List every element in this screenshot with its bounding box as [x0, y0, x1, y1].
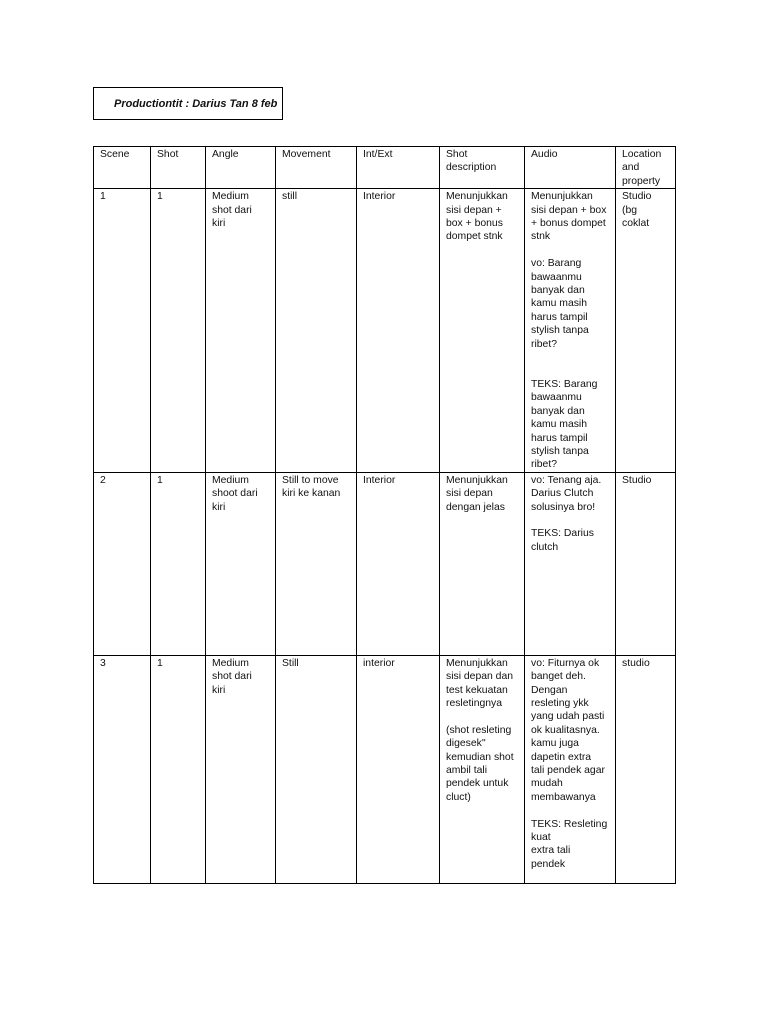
- header-cell-audio: Audio: [525, 147, 616, 189]
- cell-location: studio: [616, 655, 676, 883]
- header-cell-int-ext: Int/Ext: [357, 147, 440, 189]
- table-row: [94, 655, 676, 883]
- production-title: Productiontit : Darius Tan 8 feb: [114, 97, 278, 110]
- storyboard-table: [93, 146, 676, 884]
- cell-shot-description: Menunjukkan sisi depan dan test kekuatan resletingnya (shot resleting digesek'' kemudian shot ambil tali pendek untuk cluct): [440, 655, 525, 883]
- table-row: [94, 472, 676, 655]
- cell-shot: 1: [151, 472, 206, 655]
- cell-audio: Menunjukkan sisi depan + box + bonus dompet stnk vo: Barang bawaanmu banyak dan kamu masih harus tampil stylish tanpa ribet? TEKS: Barang bawaanmu banyak dan kamu masih harus tampil stylish tanpa ribet?: [525, 189, 616, 473]
- cell-shot: 1: [151, 189, 206, 473]
- cell-shot-description: Menunjukkan sisi depan dengan jelas: [440, 472, 525, 655]
- cell-scene: 2: [94, 472, 151, 655]
- table-header-row: [94, 147, 676, 189]
- cell-int-ext: interior: [357, 655, 440, 883]
- cell-int-ext: Interior: [357, 472, 440, 655]
- cell-audio: vo: Tenang aja. Darius Clutch solusinya bro! TEKS: Darius clutch: [525, 472, 616, 655]
- cell-audio: vo: Fiturnya ok banget deh. Dengan resleting ykk yang udah pasti ok kualitasnya. kamu juga dapetin extra tali pendek agar mudah membawanya TEKS: Resleting kuat extra tali pendek: [525, 655, 616, 883]
- production-title-box: [93, 87, 283, 120]
- header-cell-shot: Shot: [151, 147, 206, 189]
- header-cell-scene: Scene: [94, 147, 151, 189]
- cell-int-ext: Interior: [357, 189, 440, 473]
- cell-shot-description: Menunjukkan sisi depan + box + bonus dompet stnk: [440, 189, 525, 473]
- header-cell-location: Location and property: [616, 147, 676, 189]
- cell-movement: Still to move kiri ke kanan: [276, 472, 357, 655]
- cell-angle: Medium shot dari kiri: [206, 655, 276, 883]
- cell-scene: 3: [94, 655, 151, 883]
- cell-angle: Medium shoot dari kiri: [206, 472, 276, 655]
- header-cell-shot-description: Shot description: [440, 147, 525, 189]
- cell-scene: 1: [94, 189, 151, 473]
- cell-movement: Still: [276, 655, 357, 883]
- cell-shot: 1: [151, 655, 206, 883]
- header-cell-angle: Angle: [206, 147, 276, 189]
- header-cell-movement: Movement: [276, 147, 357, 189]
- cell-location: Studio: [616, 472, 676, 655]
- cell-angle: Medium shot dari kiri: [206, 189, 276, 473]
- table-row: [94, 189, 676, 473]
- cell-movement: still: [276, 189, 357, 473]
- cell-location: Studio (bg coklat: [616, 189, 676, 473]
